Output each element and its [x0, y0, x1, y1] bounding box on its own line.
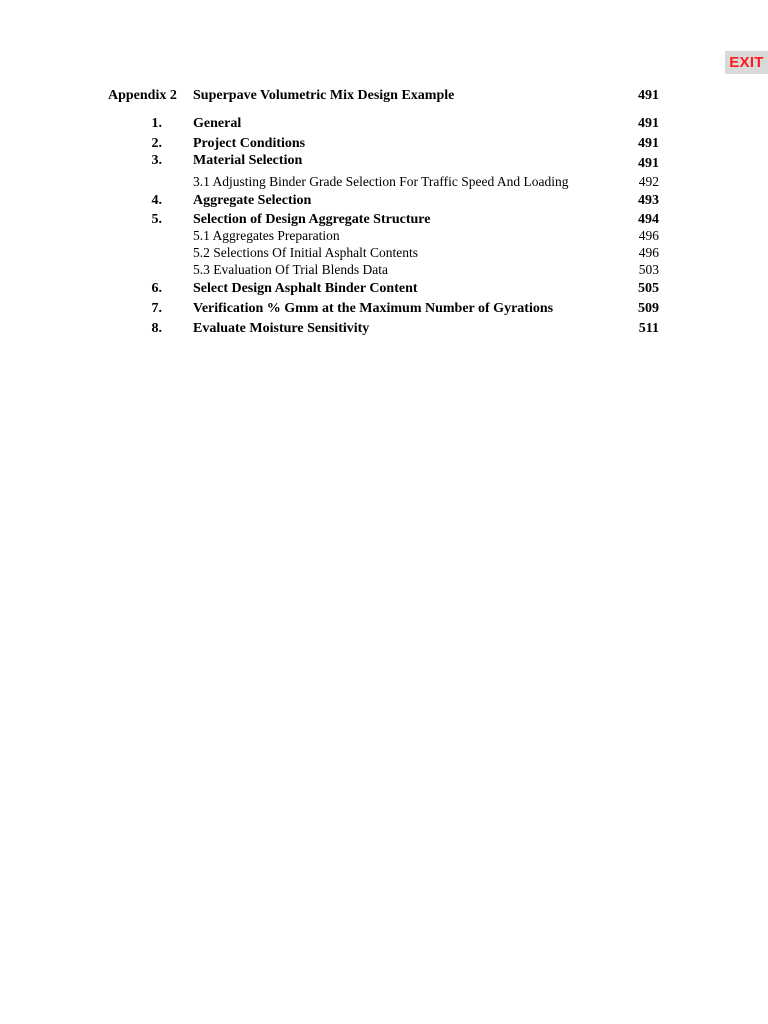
section-title[interactable]: Verification % Gmm at the Maximum Number of Gyrations [193, 301, 554, 316]
section-title[interactable]: Select Design Asphalt Binder Content [193, 281, 418, 296]
section-title[interactable]: Selection of Design Aggregate Structure [193, 212, 431, 227]
subsection-title[interactable]: 3.1 Adjusting Binder Grade Selection For Traffic Speed And Loading [193, 174, 569, 189]
section-number: 4. [151, 193, 162, 208]
subsection-title[interactable]: 5.2 Selections Of Initial Asphalt Contents [193, 245, 418, 260]
section-number: 3. [151, 153, 162, 168]
page-number: 503 [638, 262, 659, 277]
section-number: 5. [151, 212, 162, 227]
page-number: 492 [638, 174, 659, 189]
section-title[interactable]: General [193, 116, 242, 131]
page-number: 505 [638, 281, 659, 296]
exit-button[interactable]: EXIT [725, 51, 768, 74]
appendix-label: Appendix 2 [108, 88, 177, 103]
page-number: 493 [638, 193, 659, 208]
page-number: 511 [638, 321, 659, 336]
section-number: 1. [151, 116, 162, 131]
section-number: 7. [151, 301, 162, 316]
page-number: 494 [638, 212, 659, 227]
page-number: 496 [638, 245, 659, 260]
subsection-title[interactable]: 5.3 Evaluation Of Trial Blends Data [193, 262, 388, 277]
section-title[interactable]: Project Conditions [193, 136, 306, 151]
section-title[interactable]: Aggregate Selection [193, 193, 312, 208]
section-number: 6. [151, 281, 162, 296]
page-number: 496 [638, 228, 659, 243]
section-number: 8. [151, 321, 162, 336]
appendix-page-number: 491 [638, 88, 659, 103]
subsection-title[interactable]: 5.1 Aggregates Preparation [193, 228, 340, 243]
section-title[interactable]: Material Selection [193, 153, 303, 168]
section-number: 2. [151, 136, 162, 151]
page-number: 509 [638, 301, 659, 316]
page-number: 491 [638, 136, 659, 151]
appendix-title: Superpave Volumetric Mix Design Example [193, 88, 455, 103]
page-number: 491 [638, 156, 659, 171]
section-title[interactable]: Evaluate Moisture Sensitivity [193, 321, 370, 336]
page-number: 491 [638, 116, 659, 131]
